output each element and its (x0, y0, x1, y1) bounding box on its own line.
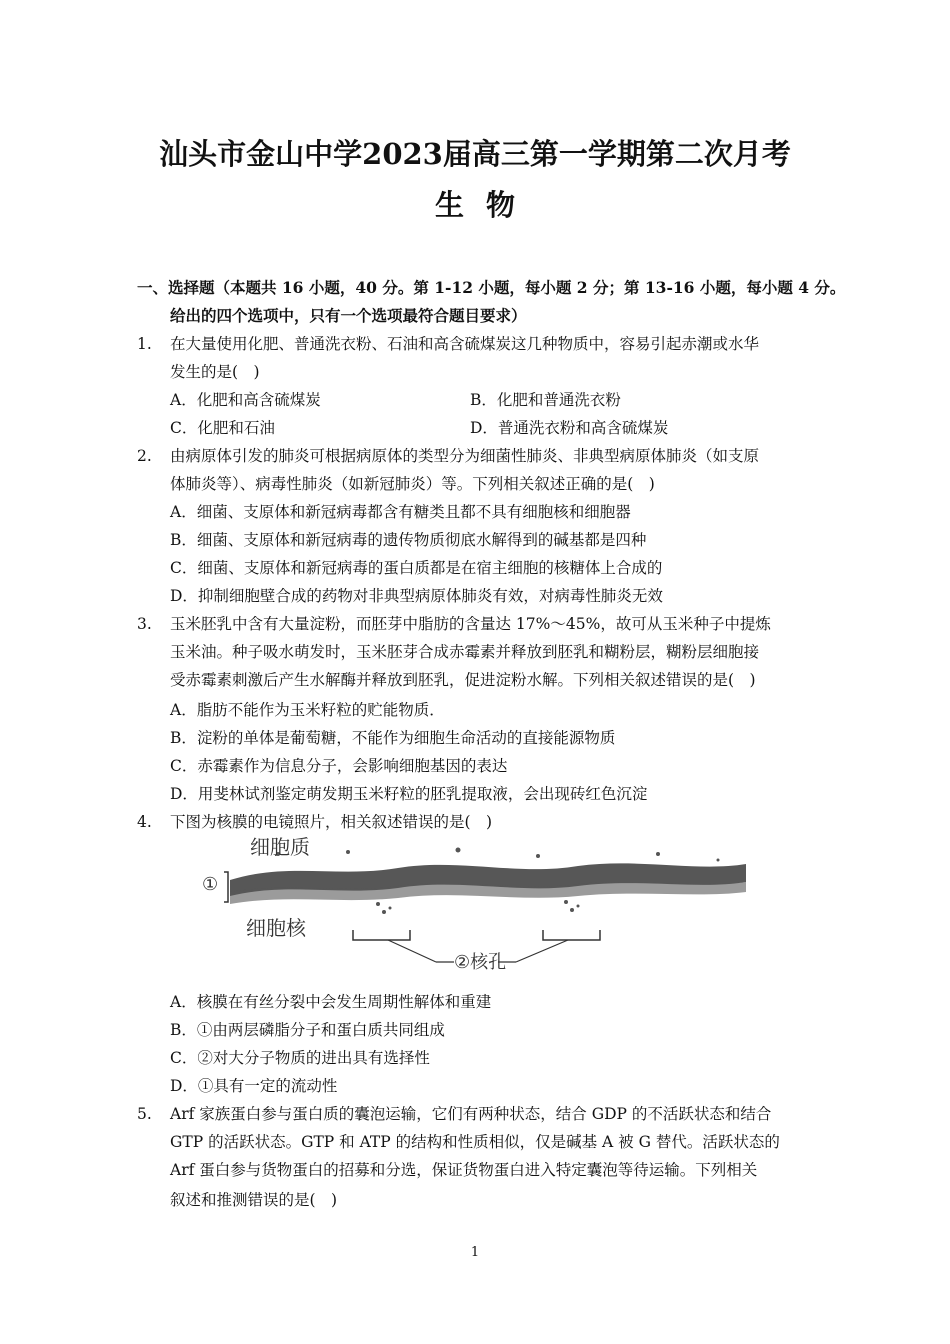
micrograph-svg (198, 832, 750, 972)
bracket-pore-left (353, 930, 410, 940)
question-text: 玉米胚乳中含有大量淀粉，而胚芽中脂肪的含量达 17%～45%，故可从玉米种子中提炼 (170, 615, 771, 633)
option-d: D．普通洗衣粉和高含硫煤炭 (470, 419, 669, 437)
question-number: 5. (137, 1105, 152, 1123)
page-number: 1 (470, 1245, 480, 1260)
bracket-pore-right (543, 930, 600, 940)
option-c: C．细菌、支原体和新冠病毒的蛋白质都是在宿主细胞的核糖体上合成的 (170, 559, 663, 577)
question-number: 1. (137, 335, 152, 353)
option-b: B．化肥和普通洗衣粉 (470, 391, 621, 409)
question-text: 发生的是( ) (170, 363, 260, 381)
question-text: Arf 家族蛋白参与蛋白质的囊泡运输，它们有两种状态，结合 GDP 的不活跃状态和结合 (170, 1105, 772, 1123)
question-number: 4. (137, 813, 152, 831)
question-text: 由病原体引发的肺炎可根据病原体的类型分为细菌性肺炎、非典型病原体肺炎（如支原 (170, 447, 760, 465)
option-a: A．细菌、支原体和新冠病毒都含有糖类且都不具有细胞核和细胞器 (170, 503, 631, 521)
label-pore: ②核孔 (454, 952, 507, 972)
membrane-band (230, 863, 746, 904)
label-cytoplasm: 细胞质 (250, 835, 310, 859)
bracket-1 (224, 872, 228, 902)
nuclear-membrane-micrograph (198, 832, 750, 972)
option-b: B．①由两层磷脂分子和蛋白质共同组成 (170, 1021, 445, 1039)
option-a: A．脂肪不能作为玉米籽粒的贮能物质． (170, 701, 445, 719)
question-text: Arf 蛋白参与货物蛋白的招募和分选，保证货物蛋白进入特定囊泡等待运输。下列相关 (170, 1161, 758, 1179)
section-heading-cont: 给出的四个选项中，只有一个选项最符合题目要求） (170, 306, 527, 325)
option-d: D．①具有一定的流动性 (170, 1077, 338, 1095)
option-d: D．用斐林试剂鉴定萌发期玉米籽粒的胚乳提取液，会出现砖红色沉淀 (170, 785, 648, 803)
option-c: C．化肥和石油 (170, 419, 275, 437)
exam-title: 汕头市金山中学2023届高三第一学期第二次月考 (159, 137, 791, 171)
option-a: A．化肥和高含硫煤炭 (170, 391, 321, 409)
question-text: 玉米油。种子吸水萌发时，玉米胚芽合成赤霉素并释放到胚乳和糊粉层，糊粉层细胞接 (170, 643, 760, 661)
option-c: C．赤霉素作为信息分子，会影响细胞基因的表达 (170, 757, 508, 775)
label-1: ① (202, 874, 219, 895)
option-b: B．细菌、支原体和新冠病毒的遗传物质彻底水解得到的碱基都是四种 (170, 531, 647, 549)
question-number: 3. (137, 615, 152, 633)
question-text: 体肺炎等）、病毒性肺炎（如新冠肺炎）等。下列相关叙述正确的是( ) (170, 475, 655, 493)
option-d: D．抑制细胞壁合成的药物对非典型病原体肺炎有效，对病毒性肺炎无效 (170, 587, 663, 605)
question-text: 下图为核膜的电镜照片，相关叙述错误的是( ) (170, 813, 493, 831)
option-c: C．②对大分子物质的进出具有选择性 (170, 1049, 430, 1067)
option-a: A．核膜在有丝分裂中会发生周期性解体和重建 (170, 993, 492, 1011)
section-heading: 一、选择题（本题共 16 小题，40 分。第 1-12 小题，每小题 2 分；第 13-16 小题，每小题 4 分。 (137, 278, 846, 297)
question-number: 2. (137, 447, 152, 465)
label-nucleus: 细胞核 (246, 916, 306, 940)
question-text: 叙述和推测错误的是( ) (170, 1191, 338, 1209)
question-text: 受赤霉素刺激后产生水解酶并释放到胚乳，促进淀粉水解。下列相关叙述错误的是( ) (170, 671, 756, 689)
option-b: B．淀粉的单体是葡萄糖，不能作为细胞生命活动的直接能源物质 (170, 729, 616, 747)
subject-title: 生物 (434, 188, 537, 222)
question-text: GTP 的活跃状态。GTP 和 ATP 的结构和性质相似，仅是碱基 A 被 G 替代。活跃状态的 (170, 1133, 780, 1151)
question-text: 在大量使用化肥、普通洗衣粉、石油和高含硫煤炭这几种物质中，容易引起赤潮或水华 (170, 335, 760, 353)
